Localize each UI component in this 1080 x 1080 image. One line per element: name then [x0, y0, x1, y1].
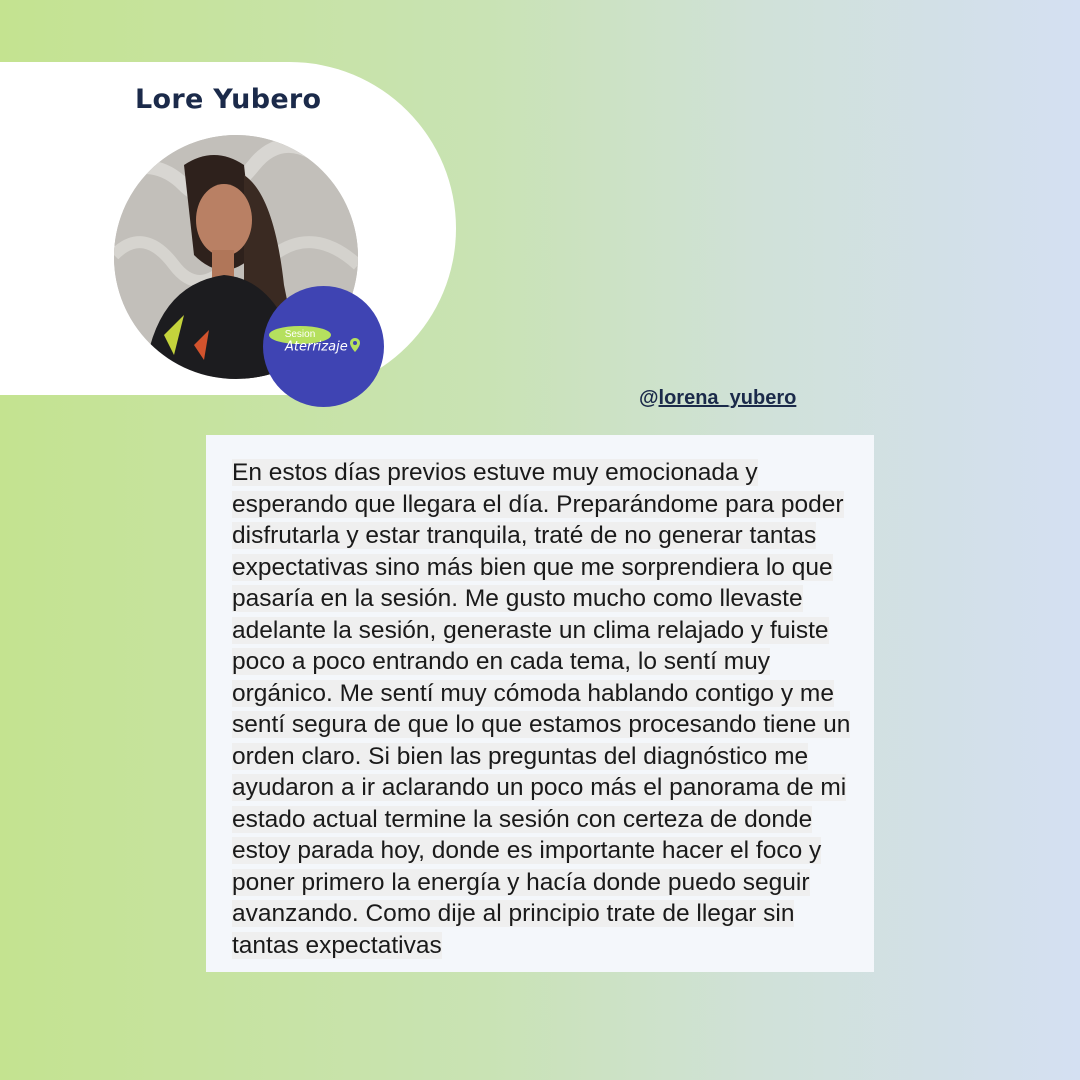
badge-label-row — [285, 338, 360, 356]
testimonial-card — [206, 435, 874, 972]
handle-link[interactable]: lorena_yubero — [658, 387, 797, 409]
badge-label: Aterrizaje — [285, 339, 348, 355]
handle-prefix: @ — [639, 387, 659, 409]
testimonial-text: En estos días previos estuve muy emocionada y esperando que llegara el día. Preparándome para poder disfrutarla y estar tranquila, traté de no generar tantas expectativas sino más bien que me sorprendiera lo que pasaría en la sesión. Me gusto mucho como llevaste adelante la sesión, generaste un clima relajado y fuiste poco a poco entrando en cada tema, lo sentí muy orgánico. Me sentí muy cómoda hablando contigo y me sentí segura de que lo que estamos procesando tiene un orden claro. Si bien las preguntas del diagnóstico me ayudaron a ir aclarando un poco más el panorama de mi estado actual termine la sesión con certeza de donde estoy parada hoy, donde es importante hacer el foco y poner primero la energía y hacía donde puedo seguir avanzando. Como dije al principio trate de llegar sin tantas expectativas — [232, 459, 851, 959]
session-badge — [263, 286, 384, 407]
social-handle[interactable] — [639, 387, 796, 410]
badge-pill-label: Sesion — [269, 326, 331, 344]
map-pin-icon — [350, 338, 360, 356]
profile-name: Lore Yubero — [135, 84, 322, 115]
testimonial-paragraph — [232, 457, 862, 961]
